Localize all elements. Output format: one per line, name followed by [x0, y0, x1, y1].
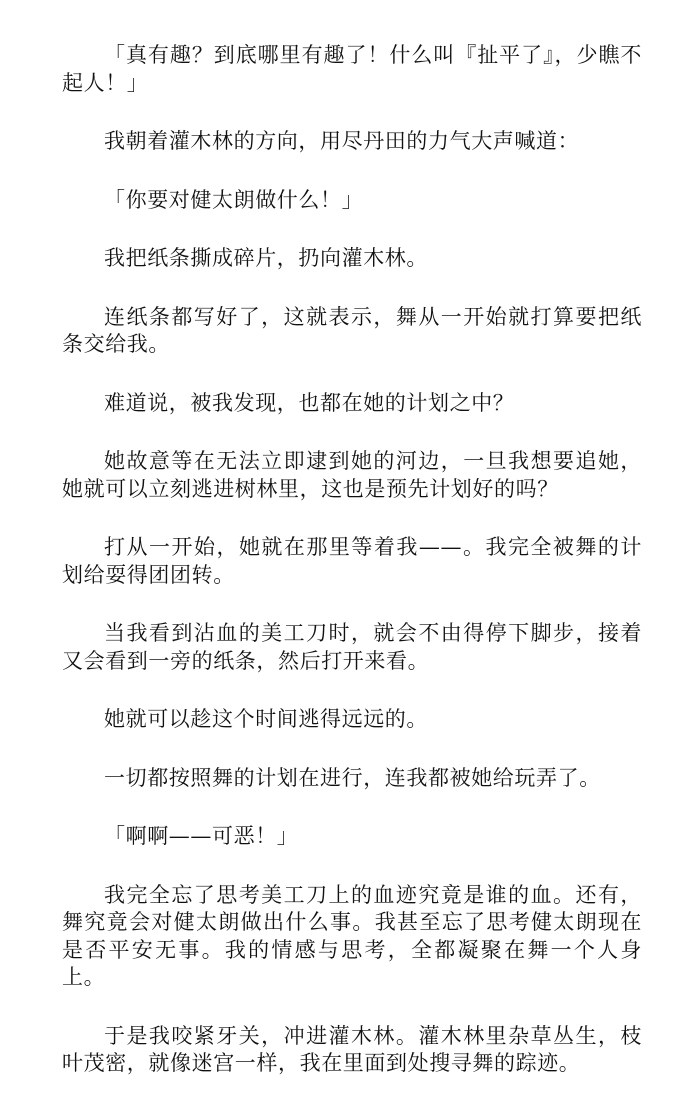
- document-body: [62, 42, 642, 1109]
- paragraph-12: 「啊啊——可恶！」: [104, 824, 299, 848]
- paragraph-9: 当我看到沾血的美工刀时，就会不由得停下脚步，接着又会看到一旁的纸条，然后打开来看。: [62, 621, 642, 673]
- paragraph-7: 她故意等在无法立即逮到她的河边，一旦我想要追她，她就可以立刻逃进树林里，这也是预先计划好的吗？: [62, 449, 642, 501]
- paragraph-8: 打从一开始，她就在那里等着我——。我完全被舞的计划给耍得团团转。: [62, 535, 642, 587]
- paragraph-5: 连纸条都写好了，这就表示，舞从一开始就打算要把纸条交给我。: [62, 304, 642, 356]
- paragraph-10: 她就可以趁这个时间逃得远远的。: [104, 707, 428, 731]
- paragraph-3: 「你要对健太朗做什么！」: [104, 187, 364, 212]
- paragraph-14: 于是我咬紧牙关，冲进灌木林。灌木林里杂草丛生，枝叶茂密，就像迷宫一样，我在里面到处搜寻舞的踪迹。: [62, 1023, 642, 1075]
- paragraph-11: 一切都按照舞的计划在进行，连我都被她给玩弄了。: [104, 765, 601, 790]
- paragraph-13: 我完全忘了思考美工刀上的血迹究竟是谁的血。还有，舞究竟会对健太朗做出什么事。我甚至忘了思考健太朗现在是否平安无事。我的情感与思考，全都凝聚在舞一个人身上。: [62, 882, 642, 989]
- paragraph-2: 我朝着灌木林的方向，用尽丹田的力气大声喊道：: [104, 129, 580, 153]
- paragraph-6: 难道说，被我发现，也都在她的计划之中？: [104, 390, 515, 415]
- paragraph-4: 我把纸条撕成碎片，扔向灌木林。: [104, 246, 428, 270]
- paragraph-1: 「真有趣？到底哪里有趣了！什么叫『扯平了』，少瞧不起人！」: [62, 43, 642, 95]
